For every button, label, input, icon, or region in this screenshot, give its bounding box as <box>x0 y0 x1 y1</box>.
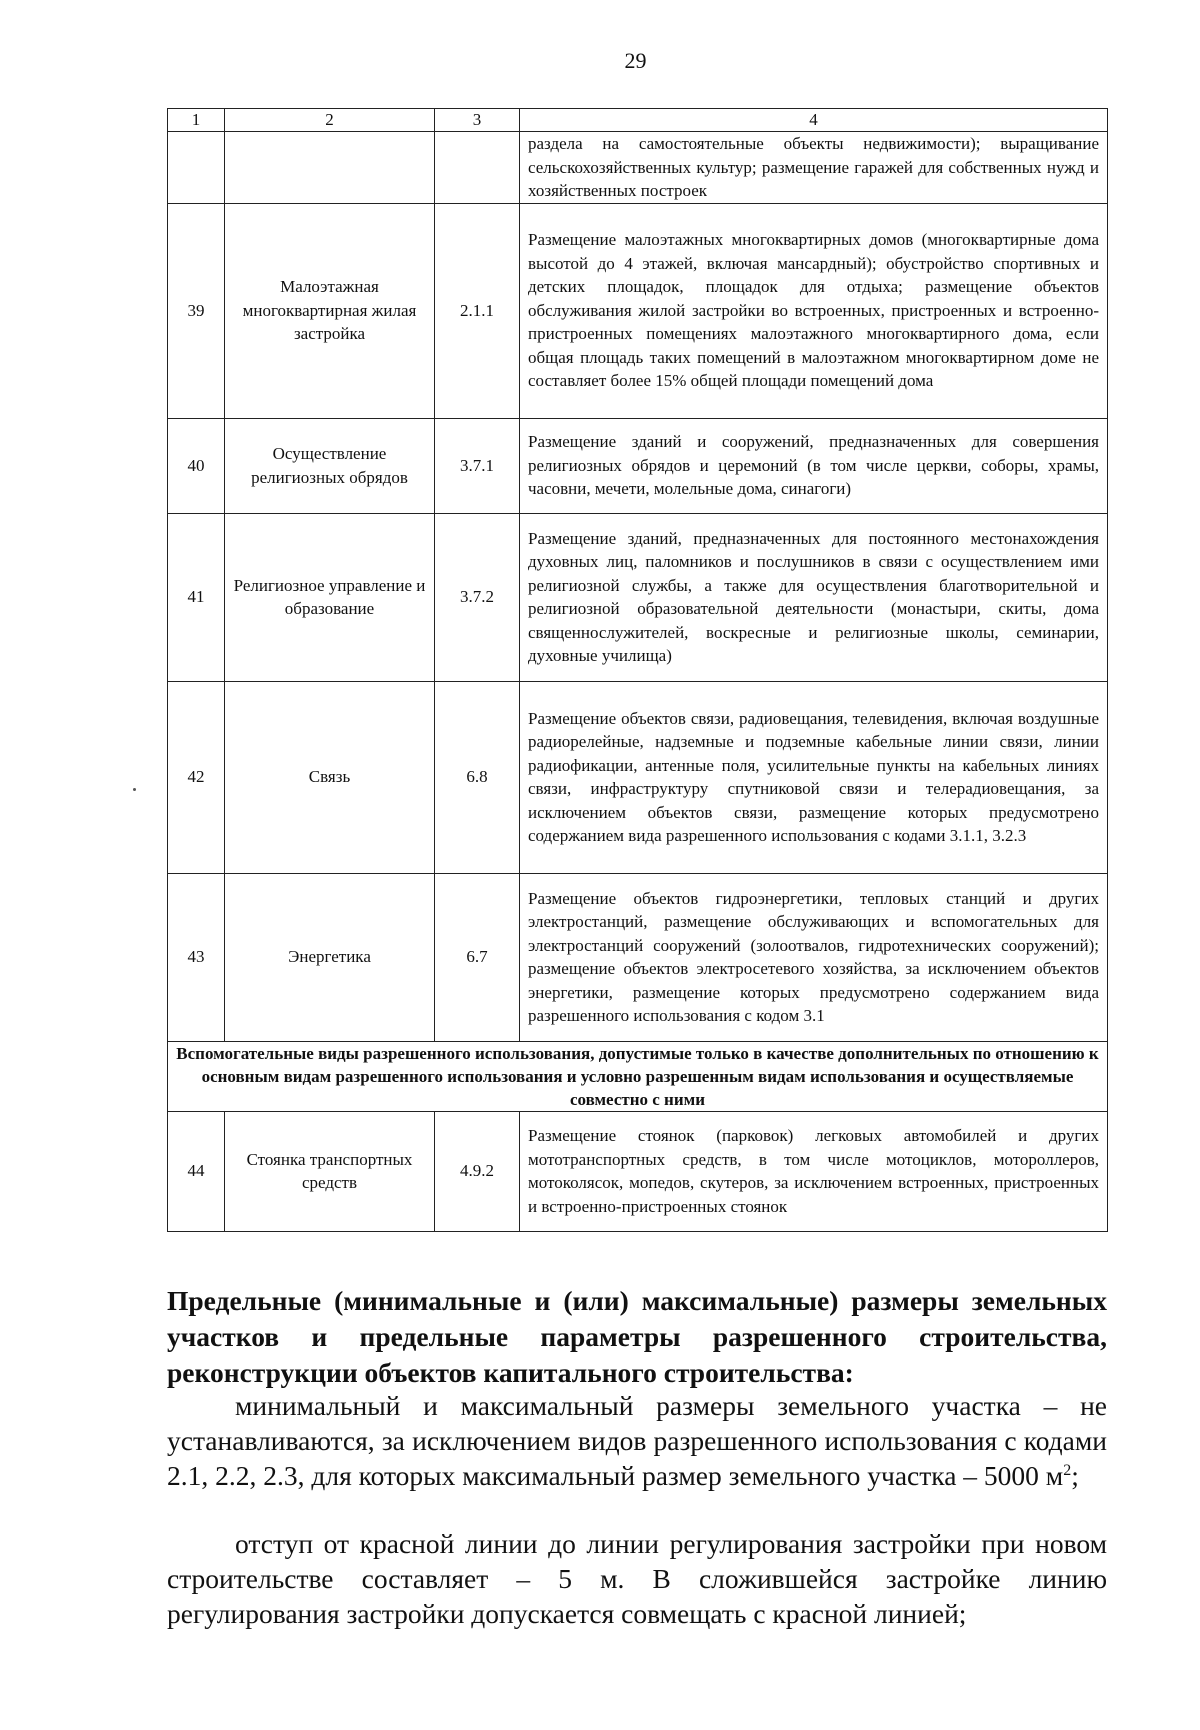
row-use-name: Религиозное управление и образование <box>225 513 435 681</box>
row-code: 3.7.1 <box>435 418 520 513</box>
table-row-42 <box>168 681 1108 873</box>
row-number: 39 <box>168 203 225 418</box>
row-use-name: Малоэтажная многоквартирная жилая застройка <box>225 203 435 418</box>
row-code: 2.1.1 <box>435 203 520 418</box>
row-description: Размещение зданий и сооружений, предназначенных для совершения религиозных обрядов и церемоний (в том числе церкви, соборы, храмы, часовни, мечети, молельные дома, синагоги) <box>520 418 1108 513</box>
row-description: Размещение стоянок (парковок) легковых автомобилей и других мототранспортных средств, в том числе мотоциклов, мотороллеров, мотоколясок, мопедов, скутеров, за исключением встроенных, пристроенных и встроенно-пристроенных стоянок <box>520 1111 1108 1231</box>
row-description: Размещение объектов гидроэнергетики, тепловых станций и других электростанций, размещение обслуживающих и вспомогательных для электростанций сооружений (золоотвалов, гидротехнических сооружений); размещение объектов электросетевого хозяйства, за исключением объектов энергетики, размещение которых предусмотрено содержанием вида разрешенного использования с кодом 3.1 <box>520 873 1108 1041</box>
table-section-row <box>168 1041 1108 1111</box>
table-row-39 <box>168 203 1108 418</box>
table-row-41 <box>168 513 1108 681</box>
row-use-name: Связь <box>225 681 435 873</box>
row-number: 44 <box>168 1111 225 1231</box>
row-description: Размещение объектов связи, радиовещания, телевидения, включая воздушные радиорелейные, надземные и подземные кабельные линии связи, линии радиофикации, антенные поля, усилительные пункты на кабельных линиях связи, инфраструктуру спутниковой связи и телерадиовещания, за исключением объектов связи, размещение которых предусмотрено содержанием вида разрешенного использования с кодами 3.1.1, 3.2.3 <box>520 681 1108 873</box>
row-description: Размещение малоэтажных многоквартирных домов (многоквартирные дома высотой до 4 этажей, включая мансардный); обустройство спортивных и детских площадок, площадок для отдыха; размещение объектов обслуживания жилой застройки во встроенных, пристроенных и встроенно-пристроенных помещениях малоэтажного многоквартирного дома, если общая площадь таких помещений в малоэтажном многоквартирном доме не составляет более 15% общей площади помещений дома <box>520 203 1108 418</box>
paragraph-plot-size <box>167 1388 1107 1493</box>
header-col-1: 1 <box>168 109 225 132</box>
paragraph-setback <box>167 1526 1107 1631</box>
row-number: 42 <box>168 681 225 873</box>
row-code: 3.7.2 <box>435 513 520 681</box>
superscript: 2 <box>1063 1461 1072 1479</box>
row-description: Размещение зданий, предназначенных для постоянного местонахождения духовных лиц, паломников и послушников в связи с осуществлением ими религиозной службы, а также для осуществления благотворительной и религиозной образовательной деятельности (монастыри, скиты, дома священнослужителей, воскресные и религиозные школы, семинарии, духовные училища) <box>520 513 1108 681</box>
section-title: Вспомогательные виды разрешенного использования, допустимые только в качестве дополнительных по отношению к основным видам разрешенного использования и условно разрешенным видам использования и осуществляемые совместно с ними <box>168 1041 1108 1111</box>
scan-speck <box>133 788 136 791</box>
land-use-table <box>167 108 1108 1232</box>
row-code: 6.7 <box>435 873 520 1041</box>
table-header-row <box>168 109 1108 132</box>
row-use-name: Осуществление религиозных обрядов <box>225 418 435 513</box>
row-number: 40 <box>168 418 225 513</box>
row-number: 43 <box>168 873 225 1041</box>
section-heading: Предельные (минимальные и (или) максимальные) размеры земельных участков и предельные параметры разрешенного строительства, реконструкции объектов капитального строительства: <box>167 1285 1107 1388</box>
row-number: 41 <box>168 513 225 681</box>
table-row-continuation <box>168 132 1108 204</box>
paragraph-end: ; <box>1071 1460 1079 1491</box>
paragraph-text: минимальный и максимальный размеры земельного участка – не устанавливаются, за исключением видов разрешенного использования с кодами 2.1, 2.2, 2.3, для которых максимальный размер земельного участка – 5000 м <box>167 1390 1107 1491</box>
row-use-name: Энергетика <box>225 873 435 1041</box>
row-use-name: Стоянка транспортных средств <box>225 1111 435 1231</box>
row-description: раздела на самостоятельные объекты недвижимости); выращивание сельскохозяйственных культур; размещение гаражей для собственных нужд и хозяйственных построек <box>520 132 1108 204</box>
row-code: 6.8 <box>435 681 520 873</box>
header-col-3: 3 <box>435 109 520 132</box>
paragraph-text: отступ от красной линии до линии регулирования застройки при новом строительстве составляет – 5 м. В сложившейся застройке линию регулирования застройки допускается совмещать с красной линией; <box>167 1528 1107 1629</box>
table-row-40 <box>168 418 1108 513</box>
header-col-2: 2 <box>225 109 435 132</box>
row-code: 4.9.2 <box>435 1111 520 1231</box>
table-row-44 <box>168 1111 1108 1231</box>
page-number: 29 <box>624 48 647 73</box>
header-col-4: 4 <box>520 109 1108 132</box>
table-row-43 <box>168 873 1108 1041</box>
